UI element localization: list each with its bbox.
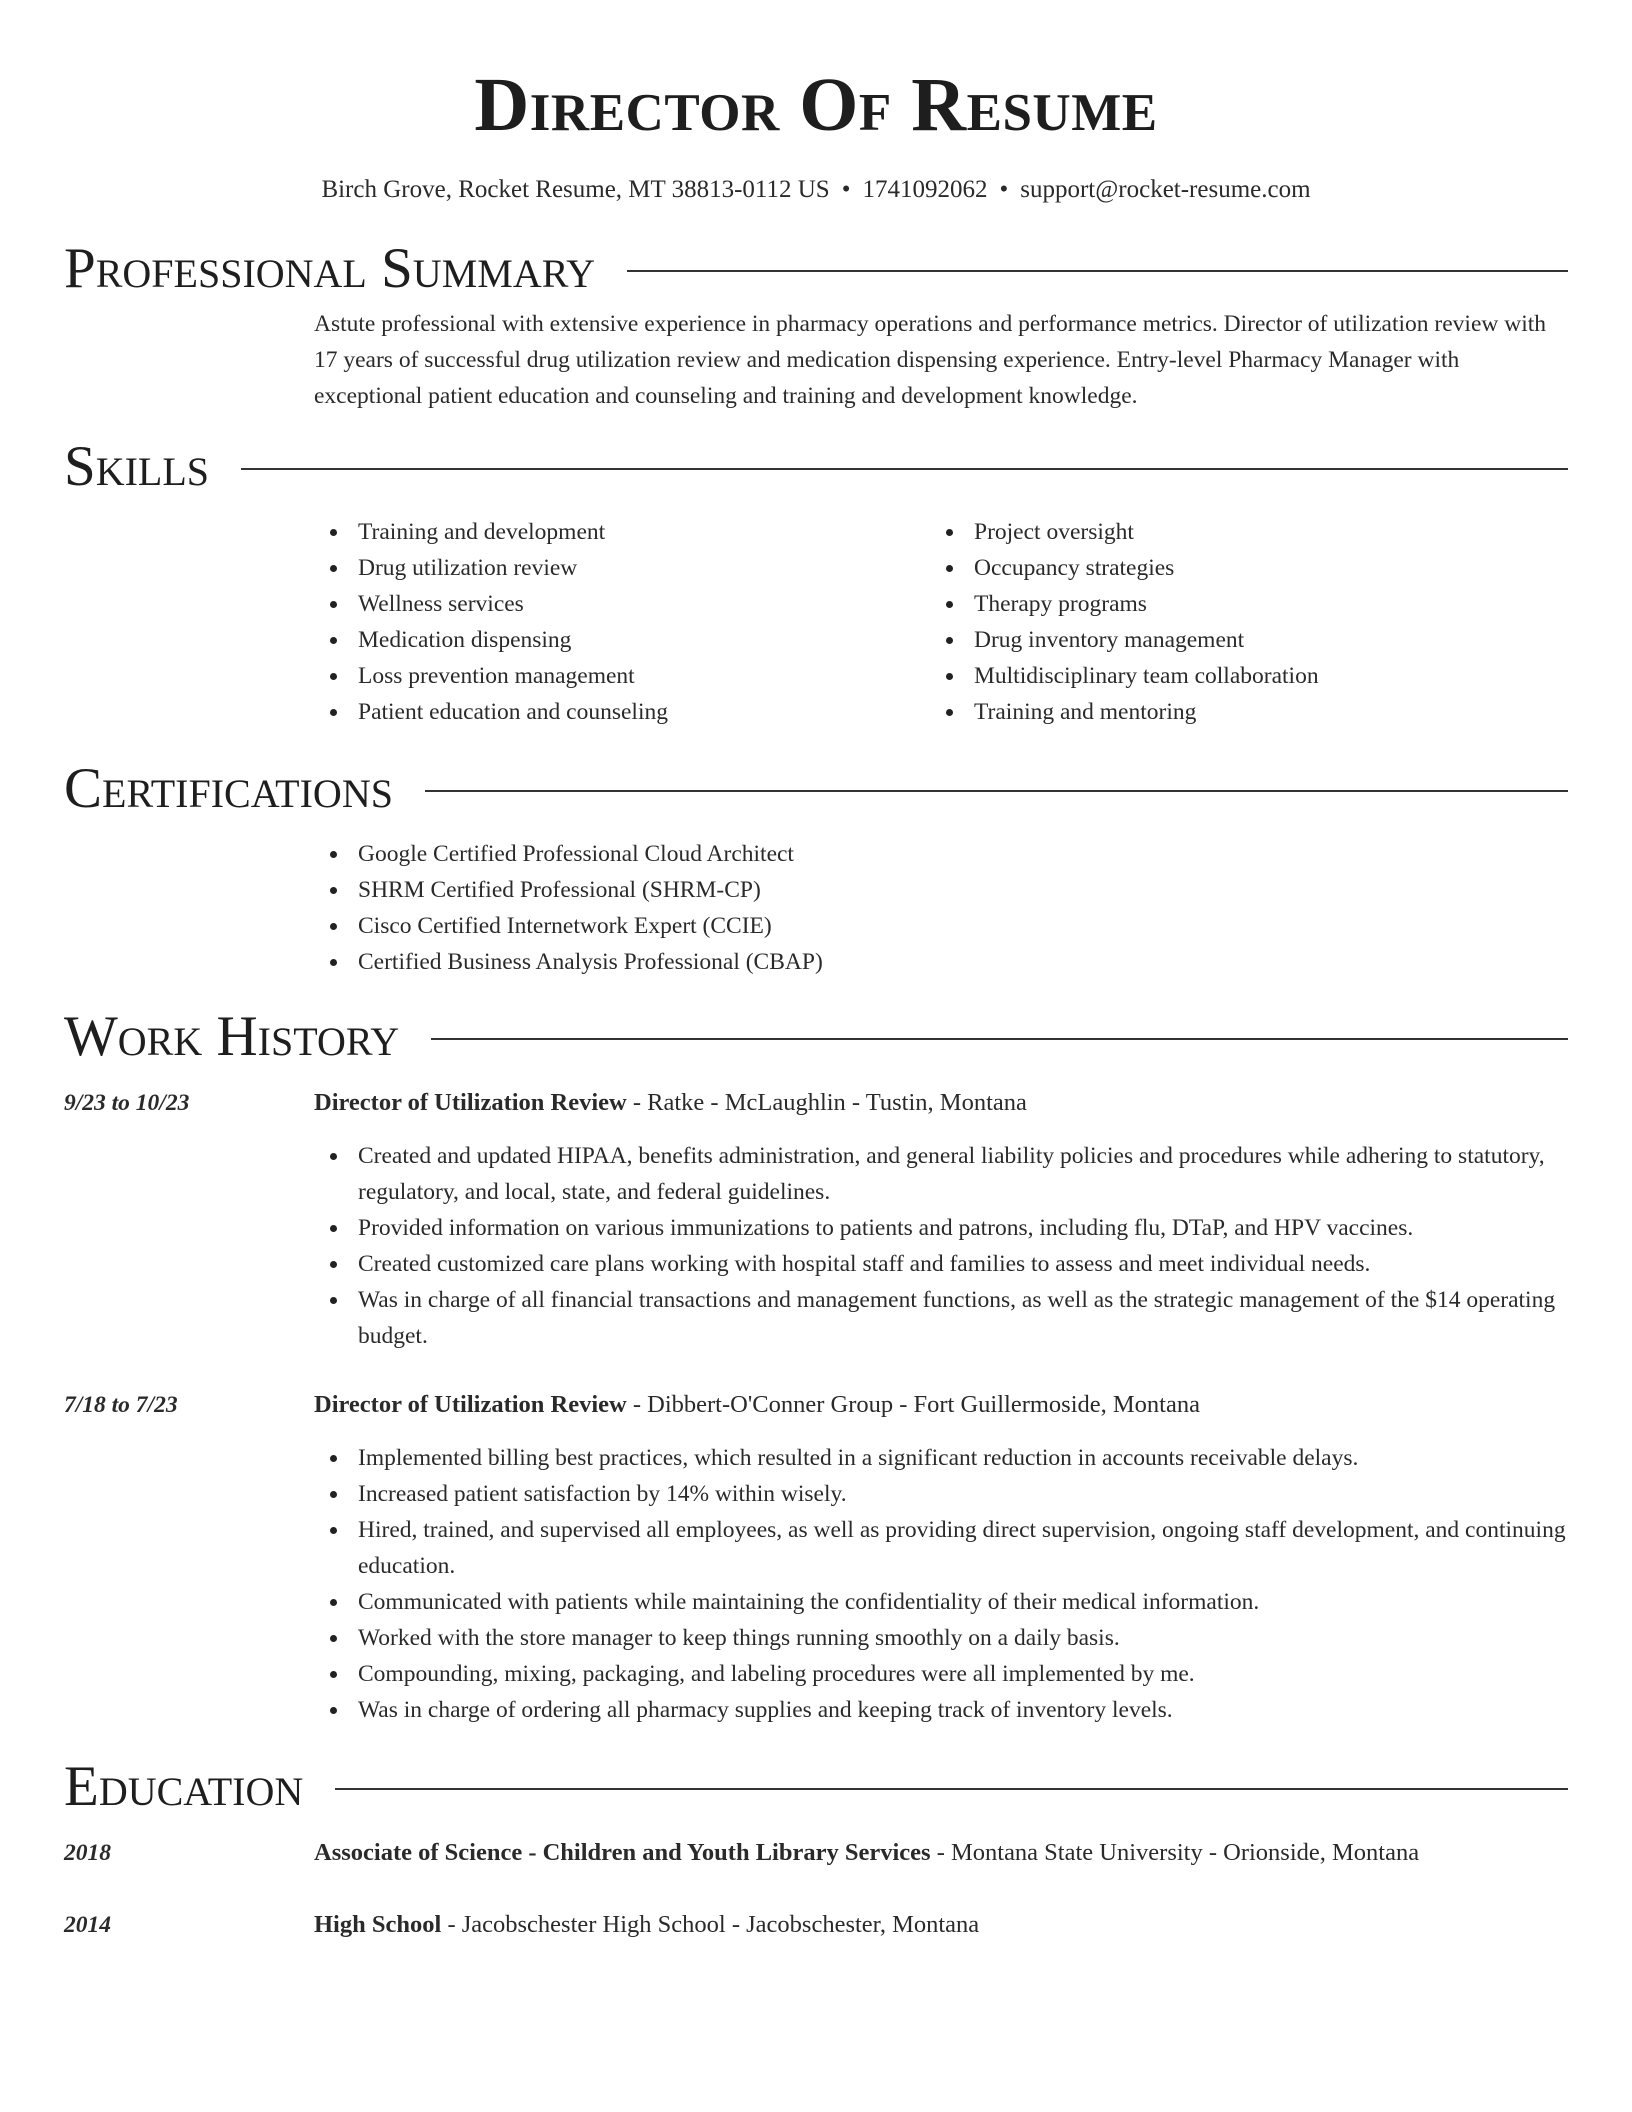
job-bullet: Communicated with patients while maintaining the confidentiality of their medical information. — [314, 1584, 1568, 1620]
skill-item: Therapy programs — [930, 586, 1530, 622]
summary-heading: Professional Summary — [64, 237, 596, 300]
certification-item: Cisco Certified Internetwork Expert (CCIE) — [314, 908, 1568, 944]
job-bullet: Was in charge of all financial transactions and management functions, as well as the strategic management of the $14 operating budget. — [314, 1282, 1568, 1354]
certification-item: Google Certified Professional Cloud Architect — [314, 836, 1568, 872]
education-content — [314, 1835, 1568, 1871]
skill-item: Patient education and counseling — [314, 694, 930, 730]
skill-item: Occupancy strategies — [930, 550, 1530, 586]
skill-item: Training and development — [314, 514, 930, 550]
skills-column-right — [930, 514, 1530, 730]
certifications-body — [314, 836, 1568, 980]
job-content — [314, 1085, 1568, 1354]
skills-column-left — [314, 514, 930, 730]
certification-item: Certified Business Analysis Professional (CBAP) — [314, 944, 1568, 980]
job-bullet: Worked with the store manager to keep things running smoothly on a daily basis. — [314, 1620, 1568, 1656]
education-entry — [64, 1835, 1568, 1871]
skill-item: Wellness services — [314, 586, 930, 622]
job-date: 7/18 to 7/23 — [64, 1392, 178, 1418]
summary-text: Astute professional with extensive experience in pharmacy operations and performance metrics. Director of utilization review with 17 years of successful drug utilization review and medication dispensing experience. Entry-level Pharmacy Manager with exceptional patient education and counseling and training and development knowledge. — [314, 311, 1547, 409]
job-bullet: Was in charge of ordering all pharmacy supplies and keeping track of inventory levels. — [314, 1692, 1568, 1728]
education-degree: High School — [314, 1911, 442, 1938]
job-bullet: Created and updated HIPAA, benefits administration, and general liability policies and procedures while adhering to statutory, regulatory, and local, state, and federal guidelines. — [314, 1138, 1568, 1210]
job-bullet: Hired, trained, and supervised all employees, as well as providing direct supervision, ongoing staff development, and continuing education. — [314, 1512, 1568, 1584]
education-title-line — [314, 1907, 1568, 1943]
job-title-line — [314, 1387, 1568, 1423]
section-divider — [335, 1788, 1568, 1790]
work-section-header — [64, 1007, 1568, 1067]
certifications-heading: Certifications — [64, 757, 393, 820]
education-degree: Associate of Science - Children and Youth Library Services — [314, 1839, 931, 1866]
skill-item: Multidisciplinary team collaboration — [930, 658, 1530, 694]
education-year: 2018 — [64, 1840, 111, 1866]
contact-separator: • — [999, 176, 1009, 203]
job-bullet: Implemented billing best practices, which resulted in a significant reduction in accounts receivable delays. — [314, 1440, 1568, 1476]
certifications-list — [314, 836, 1568, 980]
skills-section-header — [64, 437, 1568, 497]
education-school: - Jacobschester High School - Jacobschester, Montana — [441, 1911, 980, 1938]
contact-address: Birch Grove, Rocket Resume, MT 38813-0112 US — [321, 176, 830, 203]
section-divider — [425, 790, 1568, 792]
job-bullet: Compounding, mixing, packaging, and labeling procedures were all implemented by me. — [314, 1656, 1568, 1692]
contact-line — [64, 176, 1568, 204]
job-employer: - Ratke - McLaughlin - Tustin, Montana — [626, 1089, 1027, 1116]
skills-heading: Skills — [64, 435, 210, 498]
skill-item: Drug inventory management — [930, 622, 1530, 658]
skill-item: Drug utilization review — [314, 550, 930, 586]
resume-page — [64, 0, 1568, 1943]
education-year: 2014 — [64, 1912, 111, 1938]
summary-section-header — [64, 239, 1568, 299]
resume-name: Director Of Resume — [474, 63, 1158, 147]
job-date: 9/23 to 10/23 — [64, 1090, 190, 1116]
contact-separator: • — [841, 176, 851, 203]
education-content — [314, 1907, 1568, 1943]
certifications-section-header — [64, 759, 1568, 819]
work-heading: Work History — [64, 1005, 400, 1068]
job-content — [314, 1387, 1568, 1728]
section-divider — [241, 468, 1568, 470]
education-title-line — [314, 1835, 1568, 1871]
certification-item: SHRM Certified Professional (SHRM-CP) — [314, 872, 1568, 908]
skill-item: Project oversight — [930, 514, 1530, 550]
education-entry — [64, 1907, 1568, 1943]
job-bullet: Increased patient satisfaction by 14% within wisely. — [314, 1476, 1568, 1512]
job-bullets — [314, 1440, 1568, 1728]
skill-item: Loss prevention management — [314, 658, 930, 694]
job-bullets — [314, 1138, 1568, 1354]
job-entry — [64, 1387, 1568, 1728]
education-heading: Education — [64, 1755, 304, 1818]
job-title: Director of Utilization Review — [314, 1391, 627, 1418]
education-school: - Montana State University - Orionside, Montana — [930, 1839, 1420, 1866]
job-entry — [64, 1085, 1568, 1354]
summary-body — [314, 306, 1568, 414]
contact-phone: 1741092062 — [862, 176, 988, 203]
job-bullet: Created customized care plans working with hospital staff and families to assess and meet individual needs. — [314, 1246, 1568, 1282]
section-divider — [431, 1038, 1568, 1040]
job-title-line — [314, 1085, 1568, 1121]
job-bullet: Provided information on various immunizations to patients and patrons, including flu, DTaP, and HPV vaccines. — [314, 1210, 1568, 1246]
contact-email[interactable]: support@rocket-resume.com — [1020, 176, 1311, 203]
job-employer: - Dibbert-O'Conner Group - Fort Guillermoside, Montana — [626, 1391, 1200, 1418]
section-divider — [627, 270, 1568, 272]
job-title: Director of Utilization Review — [314, 1089, 627, 1116]
education-section-header — [64, 1757, 1568, 1817]
skills-list — [314, 514, 1568, 730]
skill-item: Training and mentoring — [930, 694, 1530, 730]
skill-item: Medication dispensing — [314, 622, 930, 658]
